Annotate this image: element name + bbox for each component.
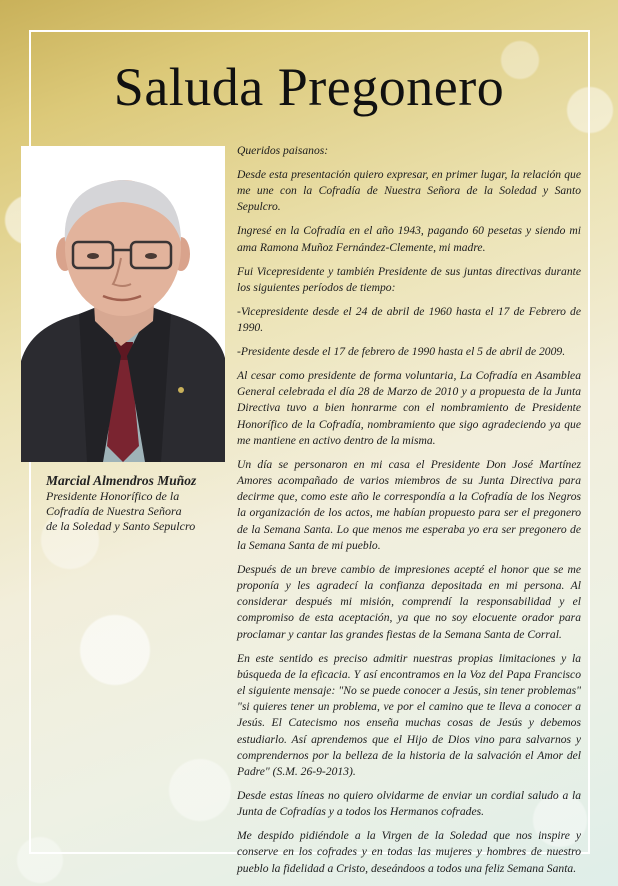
letter-paragraph: En este sentido es preciso admitir nuestras propias limitaciones y la búsqueda de la eficacia. Y así encontramos en la Voz del Papa Francisco el siguiente mensaje: "No se puede conocer a Jesús, sin tener problemas" "si quieres tener un problema, ve por el camino que te lleva a conocer a Jesús. El Catecismo nos enseña muchas cosas de Jesús y debemos estudiarlo. Así aprendemos que el Hijo de Dios vino para salvarnos y comprendernos por la belleza de la historia de la salvación el Amor del Padre" (S.M. 26-9-2013). [237, 651, 581, 779]
letter-paragraph: Después de un breve cambio de impresiones acepté el honor que se me proponía y les agradecí la confianza depositada en mi persona. Al considerar después mi misión, comprendí la responsabilidad y el compromiso de esta aceptación, ya que no soy elocuente orador para proclamar y cantar las grandes fiestas de la Semana Santa de Corral. [237, 562, 581, 641]
letter-paragraph: Desde esta presentación quiero expresar, en primer lugar, la relación que me une con la Cofradía de Nuestra Señora de la Soledad y Santo Sepulcro. [237, 168, 581, 214]
portrait-illustration [21, 146, 225, 462]
person-role-line: Presidente Honorífico de la [46, 489, 180, 503]
person-role-line: de la Soledad y Santo Sepulcro [46, 519, 196, 533]
letter-paragraph: -Vicepresidente desde el 24 de abril de 1960 hasta el 17 de Febrero de 1990. [237, 304, 581, 335]
page-title: Saluda Pregonero [113, 57, 505, 117]
portrait-caption [46, 472, 226, 534]
letter-paragraph: Desde estas líneas no quiero olvidarme de enviar un cordial saludo a la Junta de Cofradías y a todos los Hermanos cofrades. [237, 789, 581, 819]
person-name: Marcial Almendros Muñoz [46, 473, 197, 488]
letter-paragraph: Me despido pidiéndole a la Virgen de la Soledad que nos inspire y conserve en los cofrades y en todas las mujeres y hombres de nuestro pueblo la fidelidad a Cristo, deseándoos a todos una feliz Semana Santa. [237, 829, 581, 875]
person-role-line: Cofradía de Nuestra Señora [46, 504, 182, 518]
letter-paragraph: -Presidente desde el 17 de febrero de 1990 hasta el 5 de abril de 2009. [237, 345, 566, 359]
letter-paragraph: Ingresé en la Cofradía en el año 1943, pagando 60 pesetas y siendo mi ama Ramona Muñoz Fernández-Clemente, mi madre. [237, 224, 581, 254]
letter-paragraph: Queridos paisanos: [237, 144, 329, 157]
letter-body [237, 143, 581, 885]
letter-paragraph: Fui Vicepresidente y también Presidente de sus juntas directivas durante los siguientes períodos de tiempo: [237, 264, 581, 294]
portrait-photo [21, 146, 225, 462]
letter-paragraph: Al cesar como presidente de forma voluntaria, La Cofradía en Asamblea General celebrada el día 28 de Marzo de 2010 y a propuesta de la Junta Directiva tuvo a bien honrarme con el nombramiento de Presidente Honorífico de la Cofradía, nombramiento que sigo agradeciendo ya que me mantiene en activo dentro de la misma. [237, 369, 581, 447]
letter-paragraph: Un día se personaron en mi casa el Presidente Don José Martínez Amores acompañado de varios miembros de su Junta Directiva para decirme que, como este año le correspondía a la Cofradía de los Negros la organización de los actos, me habían propuesto para ser el pregonero de la Semana Santa. Lo que menos me esperaba yo era ser pregonero de la Semana Santa de mi pueblo. [237, 457, 581, 552]
